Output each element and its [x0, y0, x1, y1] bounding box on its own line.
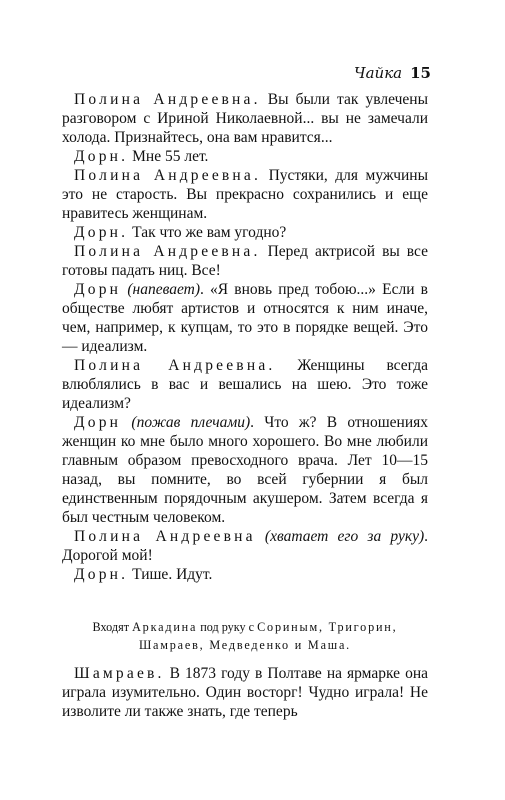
line-text: Так что же вам угодно? [128, 224, 287, 241]
speaker-name: Дорн. [74, 224, 129, 241]
stage-name: Аркадина [132, 620, 198, 634]
speaker-name: Дорн [74, 414, 122, 431]
line-text: . Что ж? В отношениях женщин ко мне было много хорошего. Во мне любили главным образом превосходного врача. Лет 10—15 назад, вы помните, во всей губернии я был единственным порядочным акушером. Затем всегда я был честным человеком. [62, 414, 428, 526]
line-text: Перед актрисой вы все готовы падать ниц. Все! [62, 243, 428, 279]
line-text: Женщины всегда влюблялись в вас и вешались на шею. Это тоже идеализм? [62, 357, 428, 412]
line-text: . «Я вновь пред тобою...» Если в обществе любят артистов и относятся к ним иначе, чем, например, к купцам, то это в порядке вещей. Это — идеализм. [62, 281, 428, 355]
dialogue-line [62, 356, 428, 413]
speaker-name: Дорн. [74, 148, 129, 165]
dialogue-line [62, 413, 428, 527]
dialogue-line [62, 242, 428, 280]
stage-remark: (пожав плечами) [121, 414, 251, 431]
line-text: В 1873 году в Полтаве на ярмарке она играла изумительно. Один восторг! Чудно играла! Не изволите ли также знать, где теперь [62, 665, 428, 720]
dialogue-line [62, 166, 428, 223]
speaker-name: Полина Андреевна. [74, 357, 276, 374]
closing-block [62, 664, 428, 721]
speaker-name: Дорн [74, 281, 122, 298]
speaker-name: Шамраев. [74, 665, 165, 682]
dialogue-line [62, 565, 428, 584]
dialogue-line [62, 90, 428, 147]
stage-mid: под руку с [197, 620, 258, 634]
running-header [354, 64, 431, 82]
speaker-name: Полина Андреевна. [74, 167, 262, 184]
stage-remark: (хватает его за руку) [255, 528, 425, 545]
line-text: Пустяки, для мужчины это не старость. Вы прекрасно сохранились и еще нравитесь женщинам. [62, 167, 428, 222]
speaker-name: Полина Андреевна. [74, 91, 261, 108]
stage-prefix: Входят [92, 620, 133, 634]
stage-rest: Сориным, Тригорин, Шамраев, Медведенко и Маша. [138, 620, 398, 652]
speaker-name: Дорн. [74, 566, 129, 583]
page-number: 15 [410, 64, 431, 82]
dialogue-line [62, 527, 428, 565]
speaker-name: Полина Андреевна [74, 528, 256, 545]
line-text: . Дорогой мой! [62, 528, 428, 564]
dialogue-line [62, 147, 428, 166]
dialogue-line [62, 223, 428, 242]
dialogue-line [62, 280, 428, 356]
line-text: Тише. Идут. [128, 566, 213, 583]
dialogue-block [62, 90, 428, 584]
speaker-name: Полина Андреевна. [74, 243, 261, 260]
line-text: Вы были так увлечены разговором с Ириной Николаевной... вы не замечали холода. Признайтесь, она вам нравится... [62, 91, 428, 146]
running-title: Чайка [354, 64, 403, 82]
line-text: Мне 55 лет. [128, 148, 209, 165]
stage-remark: (напевает) [121, 281, 200, 298]
dialogue-line [62, 664, 428, 721]
stage-direction [62, 618, 428, 654]
